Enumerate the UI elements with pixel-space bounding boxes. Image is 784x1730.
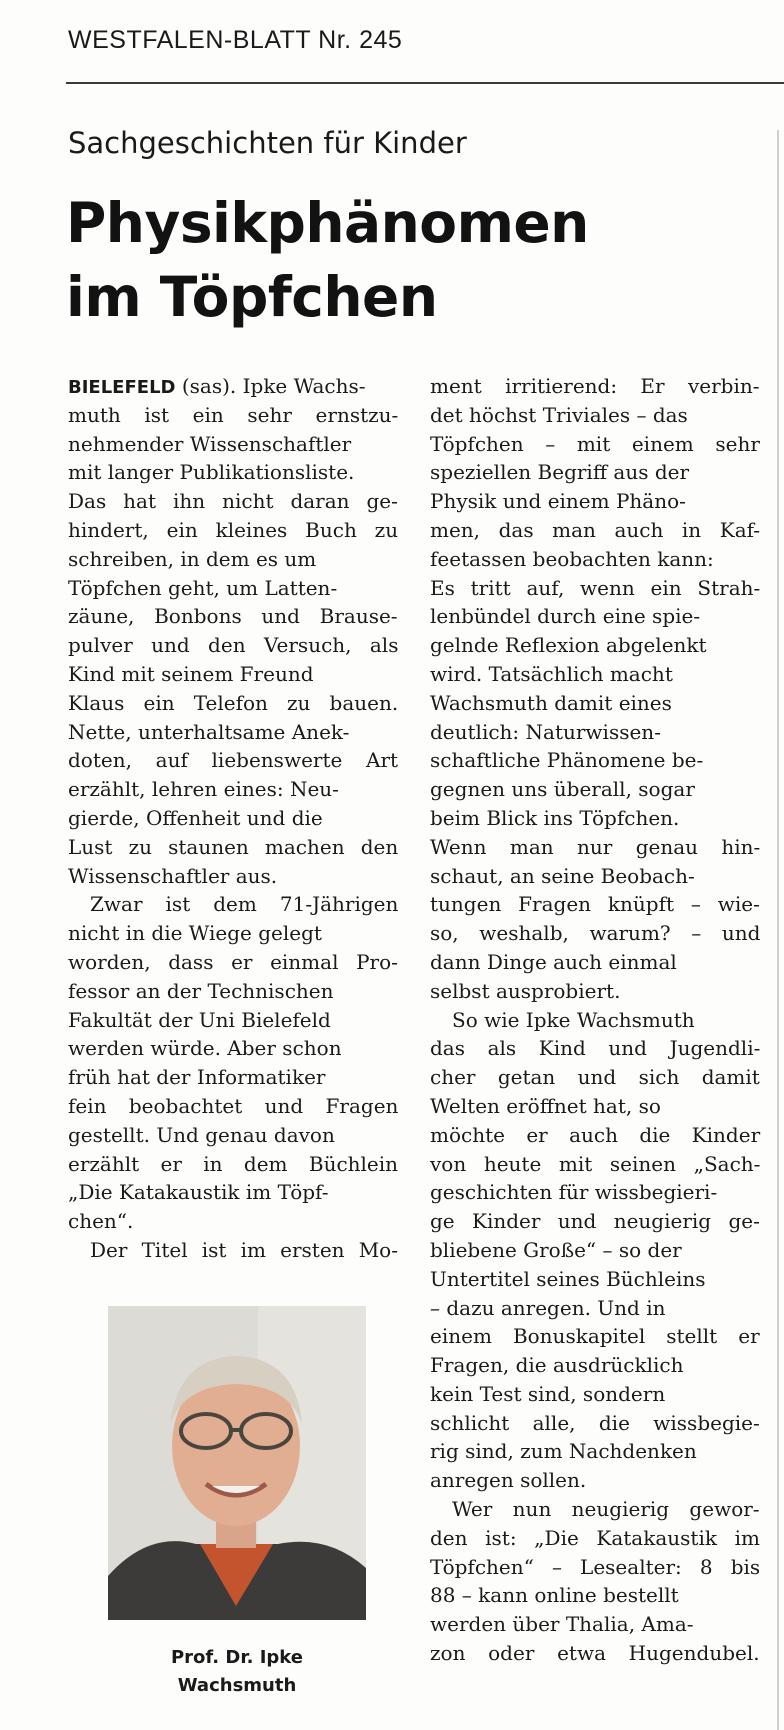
- article-line: früh hat der Informatiker: [68, 1065, 326, 1090]
- article-line: doten, auf liebenswerte Art: [68, 748, 399, 773]
- article-line: worden, dass er einmal Pro-: [68, 949, 398, 974]
- article-line: das als Kind und Jugendli-: [430, 1036, 761, 1061]
- article-line: chen“.: [68, 1209, 134, 1234]
- headline-line-2: im Töpfchen: [66, 265, 438, 329]
- article-line: Physik und einem Phäno-: [430, 489, 686, 514]
- article-line: werden über Thalia, Ama-: [430, 1612, 694, 1637]
- article-line: Welten eröffnet hat, so: [430, 1093, 661, 1118]
- article-line: beim Blick ins Töpfchen.: [430, 805, 680, 830]
- article-line: anregen sollen.: [430, 1468, 587, 1493]
- article-line: gierde, Offenheit und die: [68, 805, 323, 830]
- article-line: [68, 372, 398, 401]
- article-line: wird. Tatsächlich macht: [430, 661, 673, 686]
- article-line-text: (sas). Ipke Wachs-: [175, 374, 366, 398]
- article-line: „Die Katakaustik im Töpf-: [68, 1180, 329, 1205]
- masthead-rule: [66, 82, 784, 84]
- article-line: Es tritt auf, wenn ein Strah-: [430, 575, 761, 600]
- article-line: nicht in die Wiege gelegt: [68, 921, 322, 946]
- portrait-photo: [108, 1306, 366, 1620]
- article-line: zon oder etwa Hugendubel.: [430, 1641, 760, 1666]
- article-line: gelnde Reflexion abgelenkt: [430, 633, 707, 658]
- article-line: men, das man auch in Kaf-: [430, 517, 761, 542]
- article-line: ment irritierend: Er verbin-: [430, 374, 760, 398]
- article-line: Das hat ihn nicht daran ge-: [68, 489, 398, 514]
- article-line: – dazu anregen. Und in: [430, 1295, 666, 1320]
- article-line: Der Titel ist im ersten Mo-: [90, 1237, 398, 1262]
- article-line: Klaus ein Telefon zu bauen.: [68, 690, 399, 715]
- article-line: schaut, an seine Beobach-: [430, 863, 695, 888]
- article-column-left: [68, 372, 398, 1265]
- article-line: einem Bonuskapitel stellt er: [430, 1324, 760, 1349]
- portrait-image: [108, 1306, 366, 1620]
- article-line: möchte er auch die Kinder: [430, 1122, 761, 1147]
- article-line: selbst ausprobiert.: [430, 978, 621, 1003]
- article-line: Wissenschaftler aus.: [68, 863, 278, 888]
- article-line: Wachsmuth damit eines: [430, 690, 672, 715]
- article-line: schaftliche Phänomene be-: [430, 748, 704, 773]
- article-line: fessor an der Technischen: [68, 978, 334, 1003]
- article-line: schlicht alle, die wissbegie-: [430, 1410, 760, 1435]
- article-line: Töpfchen“ – Lesealter: 8 bis: [430, 1554, 761, 1579]
- column-border: [777, 130, 779, 1730]
- caption-line-2: Wachsmuth: [177, 1675, 297, 1696]
- article-line: pulver und den Versuch, als: [68, 633, 399, 658]
- article-line: Töpfchen geht, um Latten-: [68, 575, 338, 600]
- article-line: feetassen beobachten kann:: [430, 546, 714, 571]
- article-line: Wenn man nur genau hin-: [430, 834, 761, 859]
- headline-line-1: Physikphänomen: [66, 191, 589, 255]
- article-line: erzählt, lehren eines: Neu-: [68, 777, 339, 802]
- masthead: WESTFALEN-BLATT Nr. 245: [68, 26, 403, 54]
- article-line: lenbündel durch eine spie-: [430, 604, 701, 629]
- article-line: nehmender Wissenschaftler: [68, 431, 352, 456]
- article-line: so, weshalb, warum? – und: [430, 921, 761, 946]
- article-line: dann Dinge auch einmal: [430, 949, 677, 974]
- article-line: von heute mit seinen „Sach-: [430, 1151, 761, 1176]
- article-line: schreiben, in dem es um: [68, 546, 317, 571]
- article-line: Nette, unterhaltsame Anek-: [68, 719, 350, 744]
- article-line: kein Test sind, sondern: [430, 1381, 666, 1406]
- article-line: Lust zu staunen machen den: [68, 834, 399, 859]
- article-line: muth ist ein sehr ernstzu-: [68, 402, 399, 427]
- article-line: werden würde. Aber schon: [68, 1036, 342, 1061]
- article-line: erzählt er in dem Büchlein: [68, 1151, 399, 1176]
- article-line: Töpfchen – mit einem sehr: [430, 431, 760, 456]
- article-line: bliebene Große“ – so der: [430, 1237, 682, 1262]
- article-line: gestellt. Und genau davon: [68, 1122, 335, 1147]
- article-line: geschichten für wissbegieri-: [430, 1180, 718, 1205]
- article-line: Fakultät der Uni Bielefeld: [68, 1007, 331, 1032]
- article-line: den ist: „Die Katakaustik im: [430, 1525, 760, 1550]
- article-line: tungen Fragen knüpft – wie-: [430, 892, 760, 917]
- article-line: cher getan und sich damit: [430, 1065, 760, 1090]
- article-line: 88 – kann online bestellt: [430, 1583, 679, 1608]
- article-line: hindert, ein kleines Buch zu: [68, 517, 399, 542]
- article-line: gegnen uns überall, sogar: [430, 777, 695, 802]
- dateline: BIELEFELD: [68, 377, 176, 398]
- article-line: zäune, Bonbons und Brause-: [68, 604, 398, 629]
- article-line: Kind mit seinem Freund: [68, 661, 314, 686]
- article-line: Untertitel seines Büchleins: [430, 1266, 706, 1291]
- article-line: speziellen Begriff aus der: [430, 460, 690, 485]
- article-kicker: Sachgeschichten für Kinder: [68, 126, 467, 160]
- article-line: fein beobachtet und Fragen: [68, 1093, 399, 1118]
- article-line: Wer nun neugierig gewor-: [452, 1497, 760, 1522]
- article-line: Zwar ist dem 71-Jährigen: [90, 892, 399, 917]
- photo-caption: [108, 1644, 366, 1700]
- article-line: det höchst Triviales – das: [430, 402, 688, 427]
- article-line: mit langer Publikationsliste.: [68, 460, 355, 485]
- article-line: rig sind, zum Nachdenken: [430, 1439, 697, 1464]
- article-line: So wie Ipke Wachsmuth: [452, 1007, 695, 1032]
- article-line: ge Kinder und neugierig ge-: [430, 1209, 760, 1234]
- caption-line-1: Prof. Dr. Ipke: [170, 1647, 304, 1668]
- article-line: Fragen, die ausdrücklich: [430, 1353, 684, 1378]
- article-headline: [66, 186, 589, 334]
- article-column-right: [430, 372, 760, 1668]
- article-line: deutlich: Naturwissen-: [430, 719, 661, 744]
